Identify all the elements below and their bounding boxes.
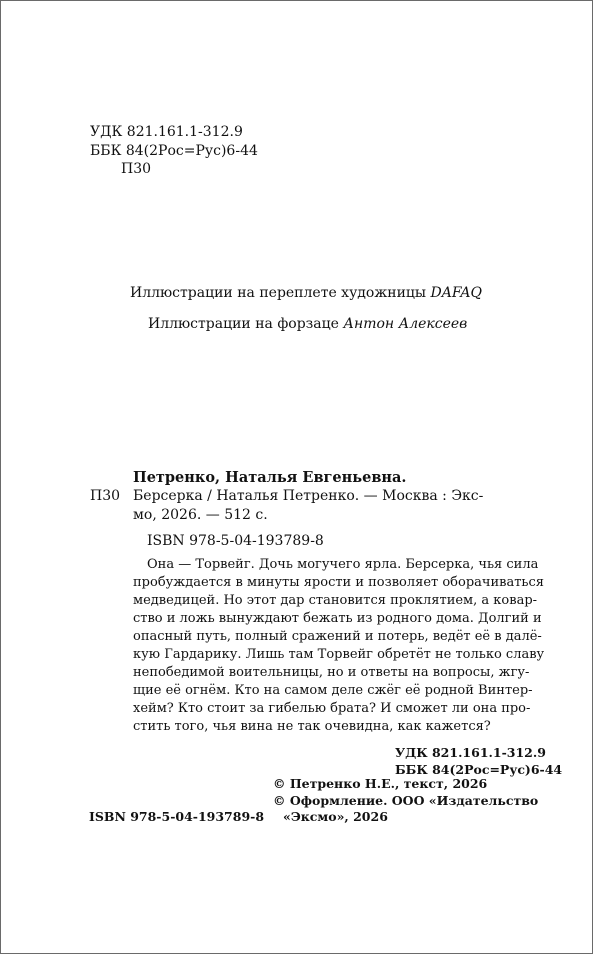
- cover-credit-prefix: Иллюстрации на переплете художницы: [130, 285, 427, 301]
- title-line-2: мо, 2026. — 512 с.: [133, 507, 268, 523]
- bottom-bbk-code: ББК 84(2Рос=Рус)6-44: [395, 762, 563, 777]
- copyright-publisher: «Эксмо», 2026: [283, 809, 388, 824]
- annotation-line: непобедимой воительницы, но и ответы на вопросы, жгу-: [133, 665, 530, 680]
- annotation-line: медведицей. Но этот дар становится проклятием, а ковар-: [133, 593, 538, 608]
- annotation-line: стить того, чья вина не так очевидна, как кажется?: [133, 719, 491, 734]
- title-line-1: Берсерка / Наталья Петренко. — Москва : Экс-: [133, 488, 484, 504]
- copyright-isbn: ISBN 978-5-04-193789-8: [89, 809, 265, 824]
- copyright-text: © Петренко Н.Е., текст, 2026: [273, 776, 488, 791]
- cover-illustration-credit: [130, 285, 482, 301]
- cover-artist: DAFAQ: [430, 285, 482, 301]
- copyright-design: © Оформление. ООО «Издательство: [273, 793, 539, 808]
- endpaper-artist: Антон Алексеев: [343, 316, 468, 332]
- bbk-code: ББК 84(2Рос=Рус)6-44: [90, 143, 258, 159]
- record-author-mark: П30: [90, 488, 121, 504]
- endpaper-illustration-credit: [148, 316, 467, 332]
- udk-code: УДК 821.161.1-312.9: [90, 124, 243, 140]
- annotation-line: хейм? Кто стоит за гибелью брата? И сможет ли она про-: [133, 701, 531, 716]
- annotation-line: опасный путь, полный сражений и потерь, ведёт её в далё-: [133, 629, 542, 644]
- annotation-line: ство и ложь вынуждают бежать из родного дома. Долгий и: [133, 611, 542, 626]
- annotation-line: пробуждается в минуты ярости и позволяет оборачиваться: [133, 575, 544, 590]
- bottom-udk-code: УДК 821.161.1-312.9: [395, 745, 546, 760]
- author-mark: П30: [121, 161, 152, 177]
- annotation-line: Она — Торвейг. Дочь могучего ярла. Берсерка, чья сила: [147, 557, 539, 572]
- annotation-line: кую Гардарику. Лишь там Торвейг обретёт не только славу: [133, 647, 545, 662]
- endpaper-credit-prefix: Иллюстрации на форзаце: [148, 316, 339, 332]
- author-heading: Петренко, Наталья Евгеньевна.: [133, 469, 407, 486]
- isbn-line: ISBN 978-5-04-193789-8: [147, 533, 324, 549]
- annotation-line: щие её огнём. Кто на самом деле сжёг её родной Винтер-: [133, 683, 533, 698]
